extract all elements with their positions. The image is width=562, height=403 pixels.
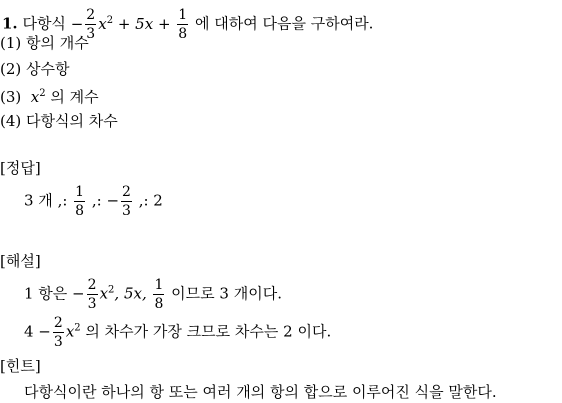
fraction: $\frac{2}{3}$ [53,315,63,350]
explanation-header: [해설] [0,252,41,270]
item-1: (1) 항의 개수 [0,34,89,52]
fraction: $\frac{1}{8}$ [75,184,85,219]
answer-header: [정답] [0,159,41,177]
problem-lead: 다항식 [22,14,66,33]
problem-number: 1. [2,14,18,33]
hint-header: [힌트] [0,357,41,375]
item-3: (3) $x^2$ 의 계수 [0,88,99,106]
fraction: $\frac{2}{3}$ [122,184,131,219]
fraction: $\frac{2}{3}$ [87,277,97,312]
fraction: $\frac{2}{3}$ [86,7,96,42]
explanation-line-1: 1 항은 − $\frac{2}{3}$ $x^2$, 5x, $\frac{1}{8}$ 이므로 3 개이다. [24,277,282,312]
item-2: (2) 상수항 [0,60,70,78]
item-4: (4) 다항식의 차수 [0,112,118,130]
problem-tail: 에 대하여 다음을 구하여라. [194,14,374,33]
hint-text: 다항식이란 하나의 항 또는 여러 개의 항의 합으로 이루어진 식을 말한다. [24,383,497,401]
explanation-line-2: 4 − $\frac{2}{3}$ $x^2$ 의 차수가 가장 크므로 차수는 2 이다. [24,315,332,350]
answer-line: 3 개 ,: $\frac{1}{8}$ ,: − $\frac{2}{3}$ ,: 2 [24,184,163,219]
fraction: $\frac{1}{8}$ [154,277,164,312]
polynomial: − $\frac{2}{3}$ $x^2 + 5x$ + $\frac{1}{8}$ [70,7,188,42]
fraction: $\frac{1}{8}$ [178,7,188,42]
